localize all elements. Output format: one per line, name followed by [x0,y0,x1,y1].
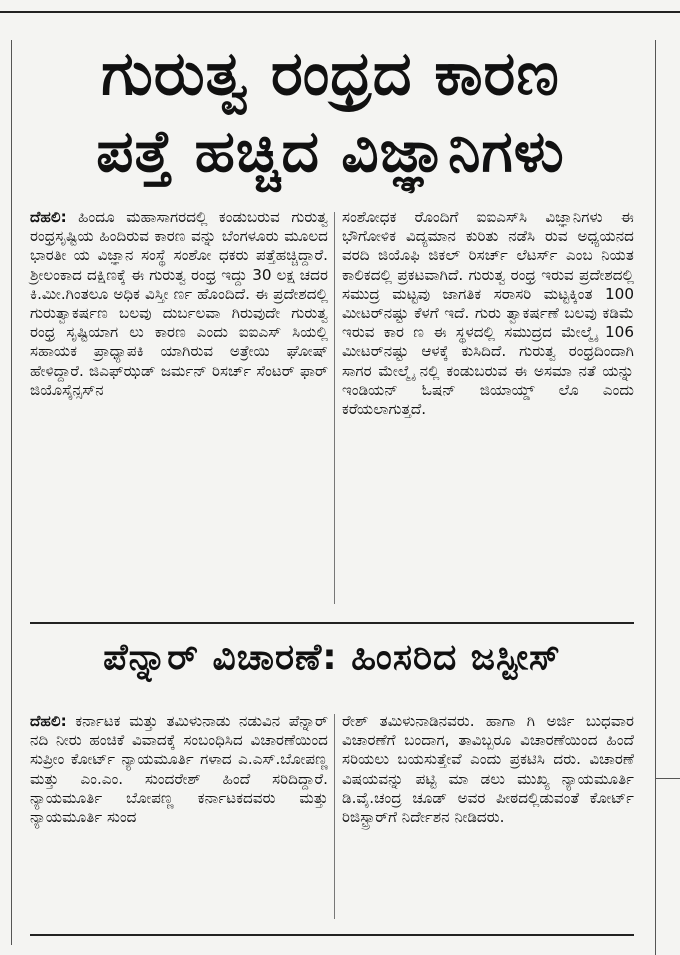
article2-column-divider [334,714,335,919]
article2-column-1 [30,712,328,922]
article1-headline-line1: ಗುರುತ್ವ ರಂಧ್ರದ ಕಾರಣ [101,39,560,109]
article2-headline: ಪೆನ್ನಾರ್ ವಿಚಾರಣೆ: ಹಿಂಸರಿದ ಜಸ್ಟೀಸ್ [103,637,561,678]
article1-dateline: ದೆಹಲಿ: [30,208,67,226]
right-margin-rule [655,40,656,955]
article1-column-divider [334,212,335,604]
top-rule [0,11,680,13]
article2-col2-text: ರೇಶ್ ತಮಿಳುನಾಡಿನವರು. ಹಾಗಾ ಗಿ ಅರ್ಜಿ ಬುಧವಾರ ವಿಚಾರಣೆಗೆ ಬಂದಾಗ, ತಾವಿಬ್ಬರೂ ವಿಚಾರಣೆಯಿಂದ ಹಿಂದೆ ಸರಿಯಲು ಬಯಸುತ್ತೇವೆ ಎಂದು ಪ್ರಕಟಿಸಿ ದರು. ವಿಚಾರಣೆ ವಿಷಯವನ್ನು ಪಟ್ಟಿ ಮಾ ಡಲು ಮುಖ್ಯ ನ್ಯಾಯಮೂರ್ತಿ ಡಿ.ವೈ.ಚಂದ್ರ ಚೂಡ್ ಅವರ ಪೀಠದಲ್ಲಿಡುವಂತೆ ಕೋರ್ಟ್ ರಿಜಿಸ್ಟ್ರಾರ್‌ಗೆ ನಿರ್ದೇಶನ ನೀಡಿದರು. [342,712,634,827]
left-margin-rule [11,40,12,945]
article-separator-rule [30,622,634,624]
article1-col2-text: ಸಂಶೋಧಕ ರೊಂದಿಗೆ ಐಐಎಸ್‌ಸಿ ವಿಜ್ಞಾನಿಗಳು ಈ ಭೌಗೋಳಿಕ ವಿದ್ಯಮಾನ ಕುರಿತು ನಡೆಸಿ ರುವ ಅಧ್ಯಯನದ ವರದಿ ಜಿಯೊಫಿ ಜಿಕಲ್ ರಿಸರ್ಚ್ ಲೆಟರ್ಸ್ ಎಂಬ ನಿಯತ ಕಾಲಿಕದಲ್ಲಿ ಪ್ರಕಟವಾಗಿದೆ. ಗುರುತ್ವ ರಂಧ್ರ ಇರುವ ಪ್ರದೇಶದಲ್ಲಿ ಸಮುದ್ರ ಮಟ್ಟವು ಜಾಗತಿಕ ಸರಾಸರಿ ಮಟ್ಟಕ್ಕಿಂತ 100 ಮೀಟರ್‌ನಷ್ಟು ಕೆಳಗೆ ಇದೆ. ಗುರು ತ್ವಾಕರ್ಷಣೆ ಬಲವು ಕಡಿಮೆ ಇರುವ ಕಾರ ಣ ಈ ಸ್ಥಳದಲ್ಲಿ ಸಮುದ್ರದ ಮೇಲ್ಮೈ 106 ಮೀಟರ್‌ನಷ್ಟು ಆಳಕ್ಕೆ ಕುಸಿದಿದೆ. ಗುರುತ್ವ ರಂಧ್ರದಿಂದಾಗಿ ಸಾಗರ ಮೇಲ್ಮೈ ನಲ್ಲಿ ಕಂಡುಬರುವ ಈ ಅಸಮಾ ನತೆ ಯನ್ನು ಇಂಡಿಯನ್ ಓಷನ್ ಜಿಯಾಯ್ಡ್ ಲೊ ಎಂದು ಕರೆಯಲಾಗುತ್ತದೆ. [342,208,634,419]
right-margin-tick [655,778,680,779]
article2-column-2 [342,712,634,922]
article1-column-2 [342,208,634,608]
article2-dateline: ದೆಹಲಿ: [30,712,67,730]
article1-column-1 [30,208,328,608]
article1-headline-line2: ಪತ್ತೆ ಹಚ್ಚಿದ ವಿಜ್ಞಾನಿಗಳು [96,117,565,185]
bottom-rule [30,934,634,936]
article2-col1-text: ಕರ್ನಾಟಕ ಮತ್ತು ತಮಿಳುನಾಡು ನಡುವಿನ ಪೆನ್ನಾರ್ ನದಿ ನೀರು ಹಂಚಿಕೆ ವಿವಾದಕ್ಕೆ ಸಂಬಂಧಿಸಿದ ವಿಚಾರಣೆಯಿಂದ ಸುಪ್ರೀಂ ಕೋರ್ಟ್ ನ್ಯಾಯಮೂರ್ತಿ ಗಳಾದ ಎ.ಎಸ್.ಬೋಪಣ್ಣ ಮತ್ತು ಎಂ.ಎಂ. ಸುಂದರೇಶ್ ಹಿಂದೆ ಸರಿದಿದ್ದಾರೆ. ನ್ಯಾಯಮೂರ್ತಿ ಬೋಪಣ್ಣ ಕರ್ನಾಟಕದವರು ಮತ್ತು ನ್ಯಾಯಮೂರ್ತಿ ಸುಂದ [30,712,328,827]
article1-col1-text: ಹಿಂದೂ ಮಹಾಸಾಗರದಲ್ಲಿ ಕಂಡುಬರುವ ಗುರುತ್ವ ರಂಧ್ರಸೃಷ್ಟಿಯ ಹಿಂದಿರುವ ಕಾರಣ ವನ್ನು ಬೆಂಗಳೂರು ಮೂಲದ ಭಾರತೀ ಯ ವಿಜ್ಞಾನ ಸಂಸ್ಥೆ ಸಂಶೋ ಧಕರು ಪತ್ತೆಹಚ್ಚಿದ್ದಾರೆ. ಶ್ರೀಲಂಕಾದ ದಕ್ಷಿಣಕ್ಕೆ ಈ ಗುರುತ್ವ ರಂಧ್ರ ಇದ್ದು 30 ಲಕ್ಷ ಚದರ ಕಿ.ಮೀ.ಗಿಂತಲೂ ಅಧಿಕ ವಿಸ್ತೀ ರ್ಣ ಹೊಂದಿದೆ. ಈ ಪ್ರದೇಶದಲ್ಲಿ ಗುರುತ್ವಾಕರ್ಷಣ ಬಲವು ದುರ್ಬಲವಾ ಗಿರುವುದೇ ಗುರುತ್ವ ರಂಧ್ರ ಸೃಷ್ಟಿಯಾಗ ಲು ಕಾರಣ ಎಂದು ಐಐಎಸ್ ಸಿಯಲ್ಲಿ ಸಹಾಯಕ ಪ್ರಾಧ್ಯಾಪಕಿ ಯಾಗಿರುವ ಅತ್ರೇಯಿ ಘೋಷ್ ಹೇಳಿದ್ದಾರೆ. ಜಿಎಫ್‌ಝಡ್ ಜರ್ಮನ್ ರಿಸರ್ಚ್ ಸೆಂಟರ್ ಫಾರ್ ಜಿಯೊಸೈನ್ಸಸ್‌ನ [30,208,328,399]
